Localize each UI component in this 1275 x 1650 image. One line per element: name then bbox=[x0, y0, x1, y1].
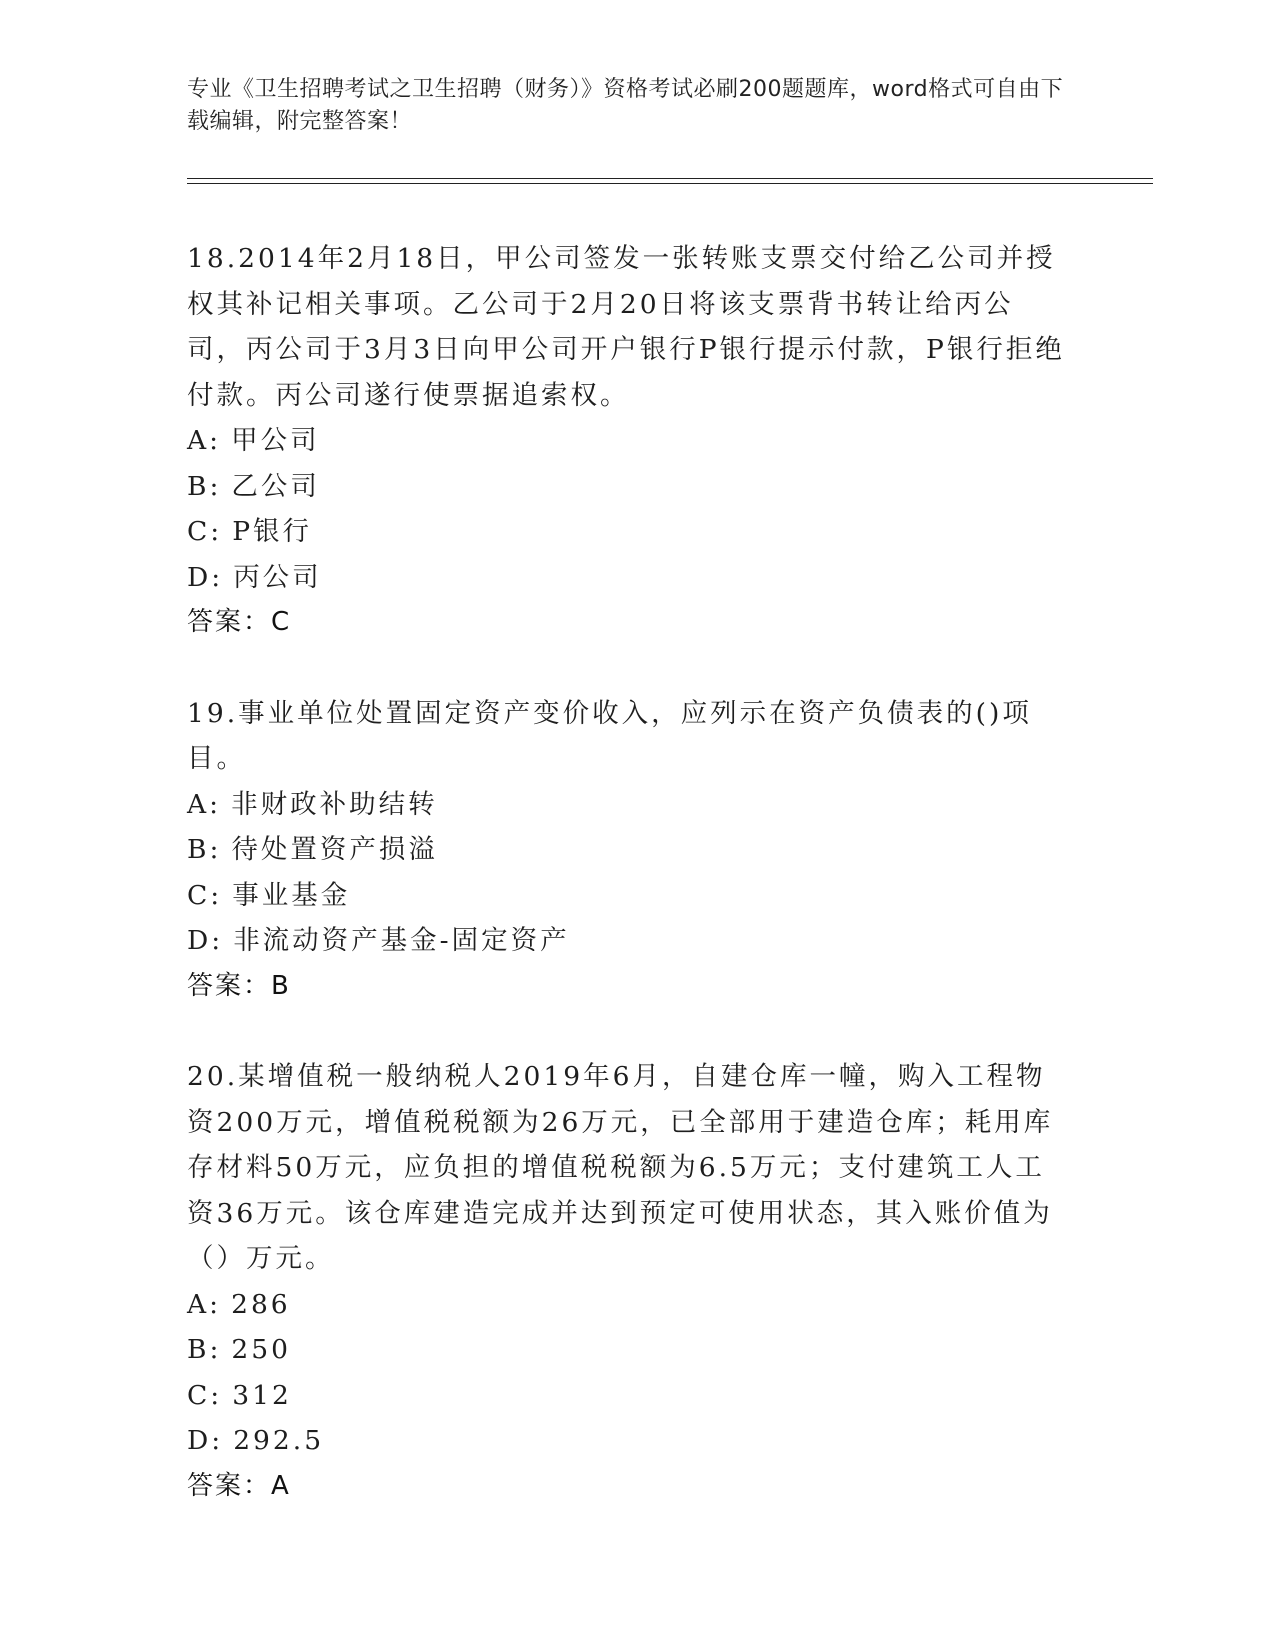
answer-line bbox=[187, 1464, 1067, 1510]
option-c bbox=[187, 873, 1067, 919]
option-text: 312 bbox=[232, 1379, 292, 1411]
option-letter: C: bbox=[187, 1379, 223, 1411]
document-title: 专业《卫生招聘考试之卫生招聘（财务）》资格考试必刷200题题库，word格式可自由下载编辑，附完整答案！ bbox=[187, 77, 1064, 134]
option-b bbox=[187, 464, 1067, 510]
option-a bbox=[187, 782, 1067, 828]
option-c bbox=[187, 1373, 1067, 1419]
answer-label: 答案： bbox=[187, 1470, 272, 1501]
question-stem: 20.某增值税一般纳税人2019年6月，自建仓库一幢，购入工程物资200万元，增值税税额为26万元，已全部用于建造仓库；耗用库存材料50万元，应负担的增值税税额为6.5万元；支付建筑工人工资36万元。该仓库建造完成并达到预定可使用状态，其入账价值为（）万元。 bbox=[187, 1061, 1054, 1274]
answer-label: 答案： bbox=[187, 970, 272, 1001]
option-letter: D: bbox=[187, 1425, 224, 1456]
option-text: 292.5 bbox=[233, 1425, 325, 1456]
option-letter: A: bbox=[187, 788, 222, 820]
option-letter: D: bbox=[187, 561, 224, 593]
option-text: 非流动资产基金-固定资产 bbox=[233, 925, 570, 956]
header-rule-top bbox=[187, 178, 1153, 179]
option-text: 乙公司 bbox=[231, 470, 320, 502]
option-text: 待处置资产损溢 bbox=[231, 834, 438, 865]
option-d bbox=[187, 918, 1067, 964]
option-text: P银行 bbox=[232, 516, 313, 547]
option-letter: C: bbox=[187, 879, 223, 911]
option-a bbox=[187, 1282, 1067, 1328]
option-b bbox=[187, 1327, 1067, 1373]
answer-line bbox=[187, 964, 1067, 1010]
option-letter: A: bbox=[187, 1288, 222, 1320]
option-a bbox=[187, 418, 1067, 464]
document-header bbox=[187, 74, 1077, 138]
option-d bbox=[187, 555, 1067, 601]
answer-value: A bbox=[271, 1470, 289, 1501]
option-letter: A: bbox=[187, 425, 222, 456]
option-text: 286 bbox=[231, 1288, 291, 1320]
option-text: 丙公司 bbox=[233, 561, 322, 593]
answer-value: C bbox=[271, 607, 290, 637]
question-19 bbox=[187, 691, 1067, 1010]
answer-value: B bbox=[271, 970, 289, 1001]
question-stem: 19.事业单位处置固定资产变价收入，应列示在资产负债表的()项目。 bbox=[187, 697, 1032, 774]
question-list bbox=[187, 236, 1067, 1554]
question-18 bbox=[187, 236, 1067, 646]
option-text: 250 bbox=[231, 1334, 291, 1365]
question-stem: 18.2014年2月18日，甲公司签发一张转账支票交付给乙公司并授权其补记相关事项。乙公司于2月20日将该支票背书转让给丙公司，丙公司于3月3日向甲公司开户银行P银行提示付款，P银行拒绝付款。丙公司遂行使票据追索权。 bbox=[187, 243, 1065, 411]
header-rule-bottom bbox=[187, 183, 1153, 184]
answer-line bbox=[187, 600, 1067, 646]
option-letter: B: bbox=[187, 834, 222, 865]
question-20 bbox=[187, 1054, 1067, 1509]
option-letter: B: bbox=[187, 1334, 222, 1365]
option-text: 事业基金 bbox=[232, 879, 351, 911]
option-text: 非财政补助结转 bbox=[231, 788, 438, 820]
option-letter: C: bbox=[187, 516, 223, 547]
option-letter: B: bbox=[187, 470, 222, 502]
option-d bbox=[187, 1418, 1067, 1464]
option-b bbox=[187, 827, 1067, 873]
option-text: 甲公司 bbox=[231, 425, 320, 456]
option-c bbox=[187, 509, 1067, 555]
answer-label: 答案： bbox=[187, 607, 272, 637]
option-letter: D: bbox=[187, 925, 224, 956]
